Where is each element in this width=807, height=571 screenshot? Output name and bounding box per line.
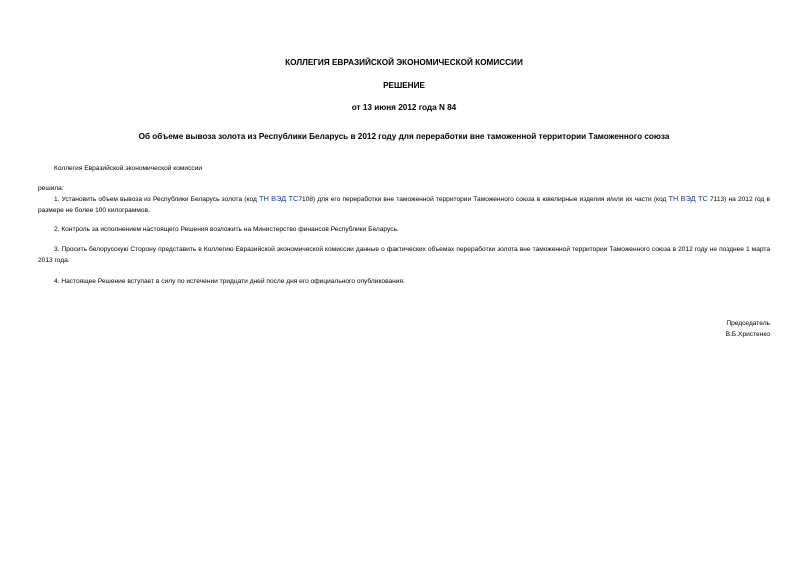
decision-item-2: 2. Контроль за исполнением настоящего Решения возложить на Министерство финансов Республики Беларусь.	[54, 226, 399, 233]
decision-item-1-text-a: 1. Установить объем вывоза из Республики Беларусь золота (код	[54, 196, 259, 203]
resolved-label: решила:	[38, 185, 64, 192]
issuing-organization: КОЛЛЕГИЯ ЕВРАЗИЙСКОЙ ЭКОНОМИЧЕСКОЙ КОМИССИИ	[285, 58, 523, 67]
preamble: Коллегия Евразийской экономической комиссии	[54, 165, 203, 172]
document-page	[38, 0, 770, 571]
document-date-number: от 13 июня 2012 года N 84	[351, 103, 457, 112]
signatory-position: Председатель	[726, 320, 770, 327]
decision-item-1	[38, 193, 770, 216]
tn-ved-link-7108[interactable]: ТН ВЭД ТС	[258, 194, 299, 203]
decision-item-4: 4. Настоящее Решение вступает в силу по истечении тридцати дней после дня его официального опубликования.	[54, 278, 405, 285]
decision-item-3: 3. Просить белорусскую Сторону представить в Коллегию Евразийской экономической комиссии данные о фактических объемах переработки золота вне таможенной территории Таможенного союза в 2012 году не позднее 1 марта 2013 года.	[38, 246, 770, 264]
signature-block	[726, 318, 770, 340]
signatory-name: В.Б.Христенко	[725, 331, 770, 338]
tn-ved-link-7113[interactable]: ТН ВЭД ТС	[668, 194, 708, 203]
document-title: Об объеме вывоза золота из Республики Беларусь в 2012 году для переработки вне таможенной территории Таможенного союза	[138, 132, 670, 141]
decision-item-1-text-c: 7113) на 2012 год в размере не более 100 килограммов.	[38, 196, 770, 214]
document-type: РЕШЕНИЕ	[383, 81, 425, 90]
decision-item-1-text-b: 7108) для его переработки вне таможенной территории Таможенного союза в ювелирные изделия и/или их части (код	[298, 196, 669, 203]
